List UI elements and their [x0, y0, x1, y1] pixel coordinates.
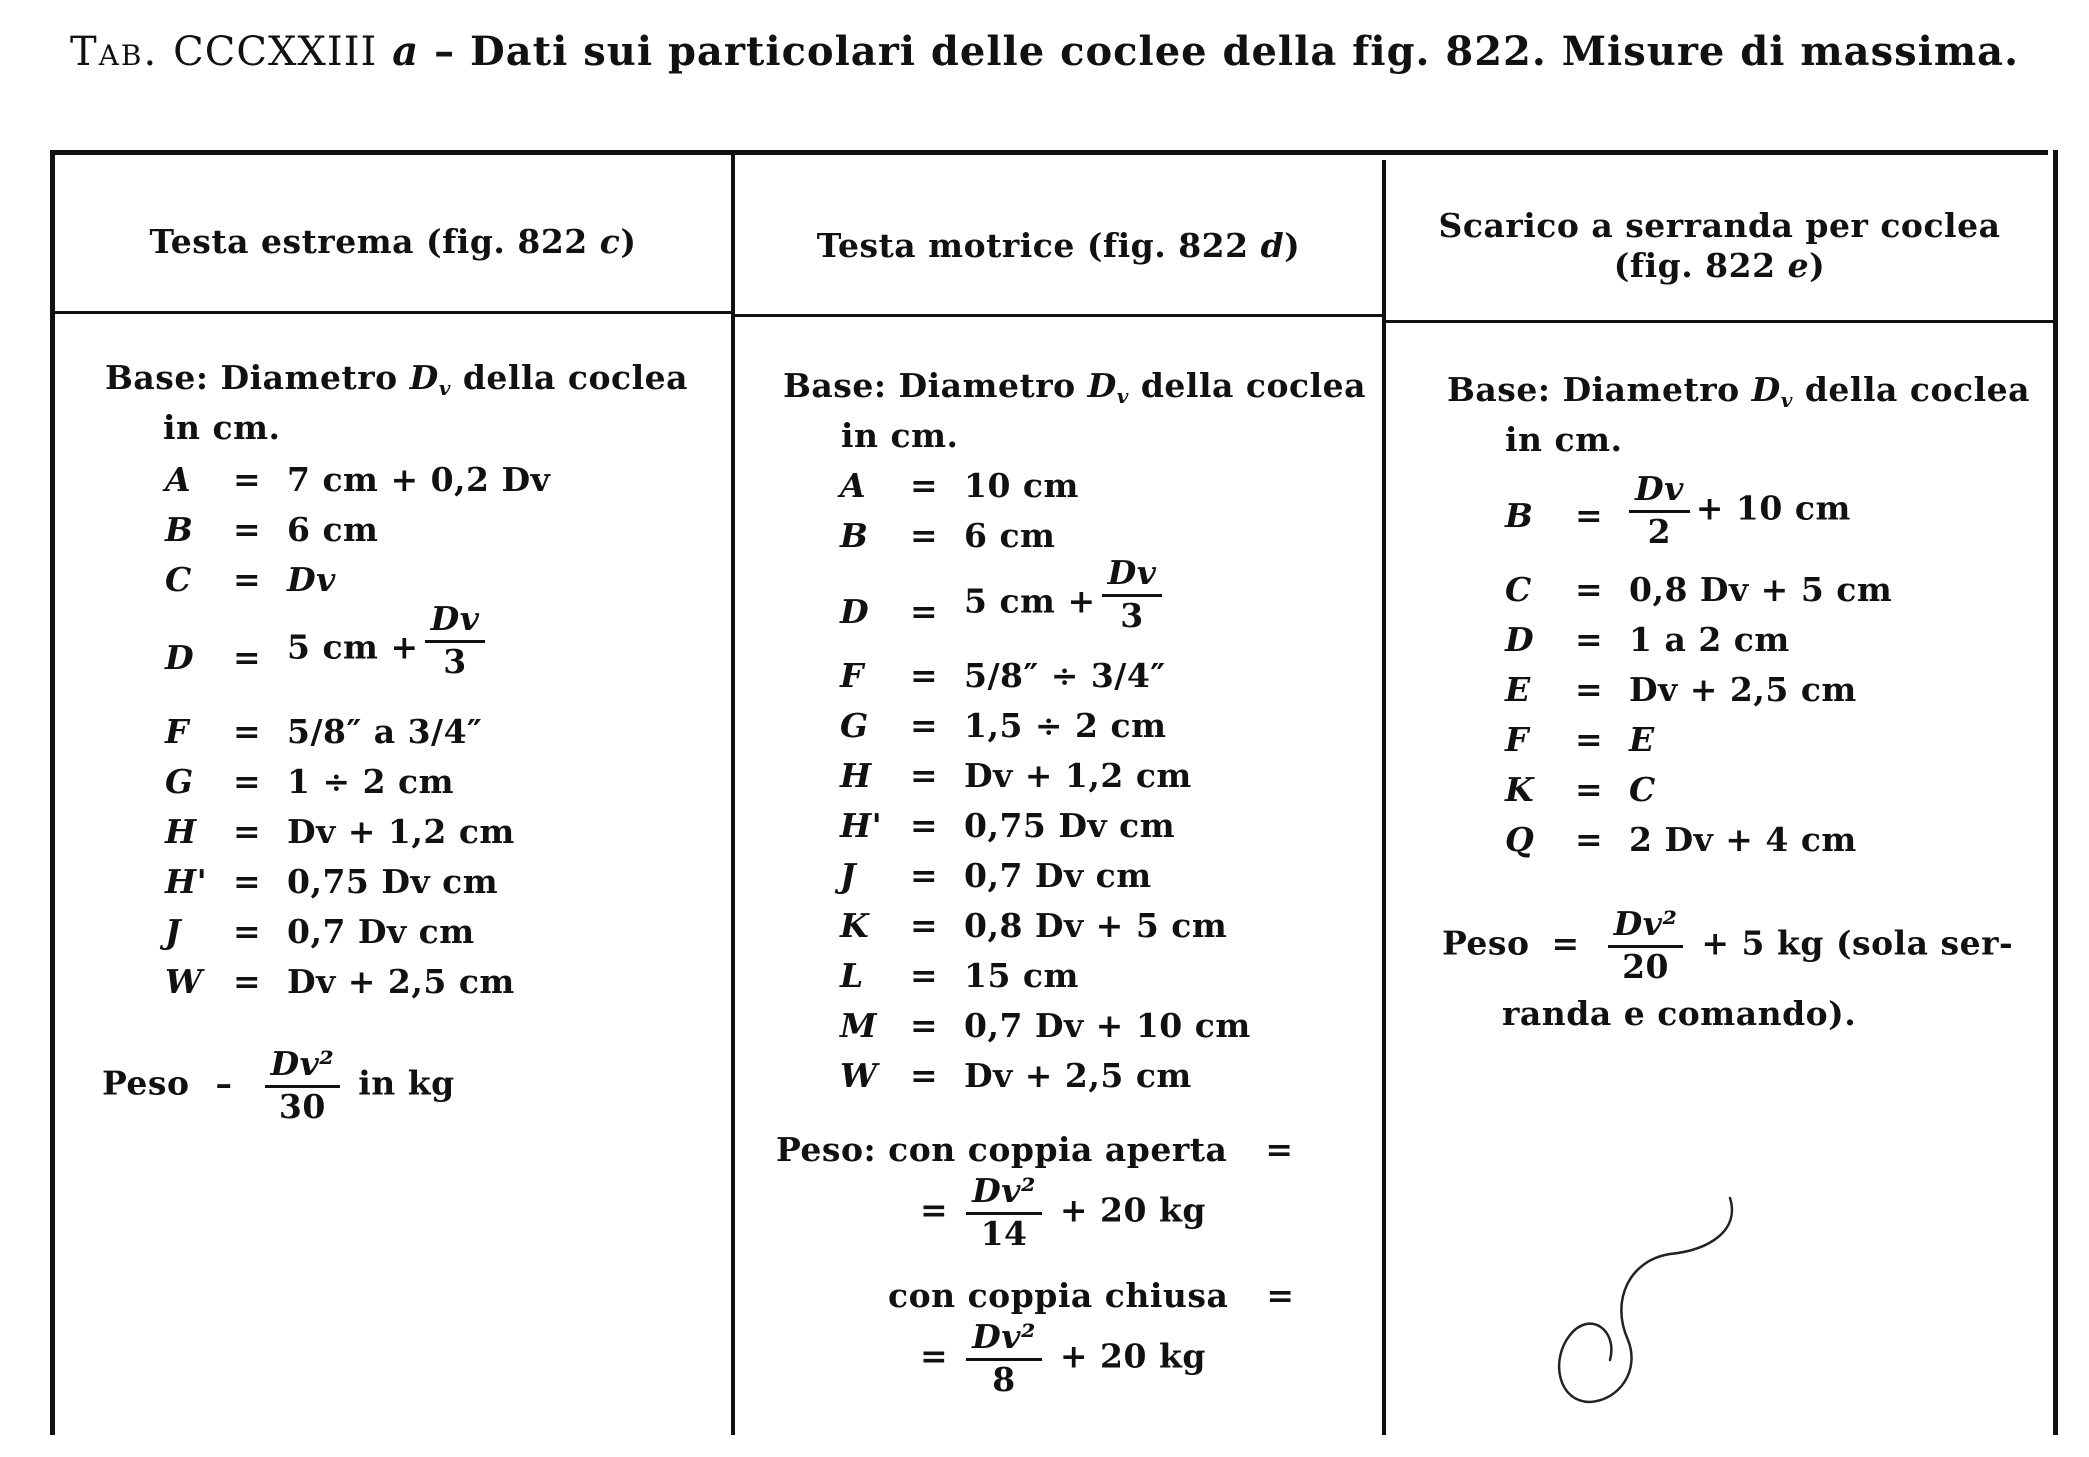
- row-value: 1 a 2 cm: [1629, 620, 1790, 659]
- row-symbol: E: [1505, 670, 1531, 709]
- fraction-denominator: 30: [278, 1087, 326, 1126]
- row-value: 6 cm: [964, 516, 1056, 555]
- fraction-denominator: 3: [1120, 596, 1144, 635]
- peso-label: Peso: [102, 1063, 190, 1103]
- fraction: [265, 1045, 341, 1126]
- column-divider-1: [731, 155, 735, 1435]
- row-symbol: H: [840, 756, 872, 795]
- pencil-scribble: [1540, 1190, 1760, 1410]
- column-header-testa-estrema: [55, 168, 731, 316]
- title-text: – Dati sui particolari delle coclee della fig. 822. Misure di massima.: [434, 28, 2019, 75]
- row-value: Dv: [287, 560, 336, 599]
- peso-equals: =: [1551, 923, 1580, 963]
- base-unit: in cm.: [163, 408, 281, 447]
- row-value: 5/8″ a 3/4″: [287, 712, 483, 751]
- header-text: Testa estrema (fig. 822: [149, 222, 600, 261]
- row-equals: =: [233, 638, 262, 677]
- fraction: [1102, 554, 1163, 635]
- row-equals: =: [233, 712, 262, 751]
- fraction-numerator: Dv: [1629, 470, 1690, 513]
- row-symbol: Q: [1505, 820, 1535, 859]
- row-equals: =: [910, 956, 939, 995]
- row-equals: =: [233, 762, 262, 801]
- row-symbol: G: [165, 762, 194, 801]
- base-description: [105, 358, 725, 448]
- fraction-numerator: Dv: [425, 600, 486, 643]
- peso-open-label: Peso: con coppia aperta: [776, 1130, 1228, 1169]
- peso-value-continuation: randa e comando).: [1502, 994, 1857, 1033]
- row-symbol: H': [165, 862, 208, 901]
- fraction-numerator: Dv²: [1608, 905, 1684, 948]
- row-value: E: [1629, 720, 1655, 759]
- row-value: 10 cm: [964, 466, 1079, 505]
- title-suffix: a: [392, 28, 420, 75]
- row-equals: =: [233, 812, 262, 851]
- base-subscript: v: [1780, 388, 1793, 412]
- column-testa-motrice-rows: [840, 466, 1380, 1106]
- column-header-testa-motrice: [735, 172, 1382, 320]
- row-value: 2 Dv + 4 cm: [1629, 820, 1857, 859]
- row-symbol: J: [165, 912, 182, 951]
- fraction: [425, 600, 486, 681]
- row-equals: =: [1575, 570, 1604, 609]
- fraction: [1629, 470, 1690, 551]
- row-value-prefix: 5 cm +: [287, 627, 419, 667]
- column-header-scarico-serranda: [1386, 172, 2053, 320]
- header-letter: d: [1260, 226, 1285, 265]
- row-value: 0,7 Dv + 10 cm: [964, 1006, 1251, 1045]
- table-right-border: [2053, 150, 2058, 1435]
- row-value: Dv + 2,5 cm: [964, 1056, 1192, 1095]
- row-equals: =: [1575, 670, 1604, 709]
- peso-formula-open-value: [920, 1172, 1360, 1253]
- column-divider-2: [1382, 160, 1386, 1435]
- fraction: [1608, 905, 1684, 986]
- peso-equals: –: [215, 1063, 233, 1103]
- base-label: Base: Diametro: [105, 358, 398, 397]
- base-symbol: D: [1751, 370, 1781, 409]
- fraction-denominator: 20: [1622, 947, 1670, 986]
- row-symbol: M: [840, 1006, 878, 1045]
- fraction-numerator: Dv²: [265, 1045, 341, 1088]
- peso-closed-equals: =: [920, 1336, 949, 1376]
- row-equals: =: [910, 906, 939, 945]
- base-label-end: della coclea: [462, 358, 688, 397]
- peso-open-equals: =: [920, 1190, 949, 1230]
- row-value: 7 cm + 0,2 Dv: [287, 460, 551, 499]
- row-value: 15 cm: [964, 956, 1079, 995]
- column-testa-motrice: [783, 366, 1373, 456]
- row-equals: =: [910, 1056, 939, 1095]
- row-equals: =: [233, 962, 262, 1001]
- peso-formula-open: [776, 1130, 1376, 1169]
- fraction-denominator: 14: [980, 1214, 1028, 1253]
- row-equals: =: [233, 510, 262, 549]
- row-equals: =: [910, 592, 939, 631]
- header-rule-col3: [1386, 320, 2053, 323]
- row-equals: =: [233, 912, 262, 951]
- peso-formula-continuation: [1502, 994, 2022, 1033]
- column-scarico-serranda: [1447, 370, 2047, 460]
- row-equals: =: [910, 806, 939, 845]
- row-symbol: H': [840, 806, 883, 845]
- fraction-numerator: Dv: [1102, 554, 1163, 597]
- row-value: 6 cm: [287, 510, 379, 549]
- row-value: 5/8″ ÷ 3/4″: [964, 656, 1166, 695]
- row-equals: =: [910, 656, 939, 695]
- row-symbol: A: [165, 460, 192, 499]
- header-close: ): [1284, 226, 1301, 265]
- fraction-denominator: 2: [1647, 512, 1672, 551]
- peso-value: + 5 kg (sola ser-: [1701, 923, 2014, 963]
- row-symbol: C: [165, 560, 192, 599]
- peso-closed-value: + 20 kg: [1059, 1336, 1206, 1376]
- row-value: 0,8 Dv + 5 cm: [1629, 570, 1893, 609]
- row-equals: =: [910, 1006, 939, 1045]
- fraction-denominator: 8: [992, 1360, 1016, 1399]
- row-value: 0,7 Dv cm: [287, 912, 475, 951]
- column-scarico-serranda-rows: [1505, 470, 2045, 870]
- peso-open-equals: =: [1265, 1130, 1294, 1169]
- header-close: ): [1809, 246, 1826, 285]
- scribble-stroke: [1559, 1198, 1732, 1402]
- header-text: (fig. 822: [1613, 246, 1788, 285]
- peso-formula-closed: [888, 1276, 1368, 1315]
- fraction: [966, 1318, 1042, 1399]
- row-equals: =: [233, 460, 262, 499]
- row-equals: =: [233, 862, 262, 901]
- base-label: Base: Diametro: [1447, 370, 1740, 409]
- row-equals: =: [1575, 720, 1604, 759]
- peso-unit: in kg: [358, 1063, 455, 1103]
- header-line1: Scarico a serranda per coclea: [1438, 206, 2001, 245]
- row-value: Dv + 1,2 cm: [287, 812, 515, 851]
- row-symbol: B: [1505, 496, 1534, 535]
- row-value: 0,75 Dv cm: [287, 862, 499, 901]
- row-symbol: L: [840, 956, 864, 995]
- row-value-suffix: + 10 cm: [1695, 488, 1851, 528]
- row-symbol: J: [840, 856, 857, 895]
- row-symbol: D: [840, 592, 870, 631]
- row-symbol: W: [165, 962, 203, 1001]
- row-symbol: B: [165, 510, 194, 549]
- base-symbol: D: [1087, 366, 1117, 405]
- peso-formula: [1442, 905, 2042, 986]
- fraction-denominator: 3: [443, 642, 467, 681]
- row-symbol: W: [840, 1056, 878, 1095]
- peso-open-value: + 20 kg: [1059, 1190, 1206, 1230]
- header-letter: c: [599, 222, 621, 261]
- row-value: Dv + 2,5 cm: [287, 962, 515, 1001]
- row-symbol: D: [165, 638, 195, 677]
- row-equals: =: [910, 856, 939, 895]
- row-symbol: G: [840, 706, 869, 745]
- base-symbol: D: [409, 358, 439, 397]
- row-symbol: F: [840, 656, 864, 695]
- table-left-border: [50, 150, 55, 1435]
- row-symbol: F: [165, 712, 189, 751]
- row-value: 0,7 Dv cm: [964, 856, 1152, 895]
- row-symbol: B: [840, 516, 869, 555]
- peso-formula: [102, 1045, 702, 1126]
- row-value: 0,8 Dv + 5 cm: [964, 906, 1228, 945]
- column-testa-estrema-rows: [165, 460, 725, 1020]
- table-top-border: [50, 150, 2048, 155]
- row-symbol: A: [840, 466, 867, 505]
- base-label-end: della coclea: [1140, 366, 1366, 405]
- base-subscript: v: [438, 376, 451, 400]
- base-description: [1447, 370, 2047, 460]
- row-equals: =: [233, 560, 262, 599]
- base-unit: in cm.: [841, 416, 959, 455]
- row-symbol: H: [165, 812, 197, 851]
- row-symbol: K: [840, 906, 870, 945]
- peso-closed-equals: =: [1266, 1276, 1295, 1315]
- base-unit: in cm.: [1505, 420, 1623, 459]
- header-close: ): [620, 222, 637, 261]
- row-value: 0,75 Dv cm: [964, 806, 1176, 845]
- row-equals: =: [910, 466, 939, 505]
- row-value: 1 ÷ 2 cm: [287, 762, 455, 801]
- row-equals: =: [1575, 496, 1604, 535]
- row-value: 1,5 ÷ 2 cm: [964, 706, 1167, 745]
- peso-formula-closed-value: [920, 1318, 1360, 1399]
- row-symbol: F: [1505, 720, 1529, 759]
- row-symbol: D: [1505, 620, 1535, 659]
- row-value: C: [1629, 770, 1656, 809]
- fraction-numerator: Dv²: [966, 1172, 1042, 1215]
- fraction-numerator: Dv²: [966, 1318, 1042, 1361]
- header-text: Testa motrice (fig. 822: [816, 226, 1261, 265]
- peso-label: Peso: [1442, 923, 1530, 963]
- row-equals: =: [1575, 820, 1604, 859]
- row-equals: =: [910, 706, 939, 745]
- row-equals: =: [910, 516, 939, 555]
- row-symbol: C: [1505, 570, 1532, 609]
- row-equals: =: [1575, 620, 1604, 659]
- table-title: [0, 28, 2089, 75]
- base-label-end: della coclea: [1804, 370, 2030, 409]
- row-equals: =: [910, 756, 939, 795]
- column-testa-estrema: [105, 358, 725, 448]
- peso-closed-label: con coppia chiusa: [888, 1276, 1229, 1315]
- title-tab-label: Tab.: [69, 29, 159, 75]
- row-symbol: K: [1505, 770, 1535, 809]
- base-subscript: v: [1116, 384, 1129, 408]
- row-value-prefix: 5 cm +: [964, 581, 1096, 621]
- row-value: Dv + 1,2 cm: [964, 756, 1192, 795]
- base-label: Base: Diametro: [783, 366, 1076, 405]
- base-description: [783, 366, 1373, 456]
- row-value: Dv + 2,5 cm: [1629, 670, 1857, 709]
- fraction: [966, 1172, 1042, 1253]
- header-letter: e: [1787, 246, 1810, 285]
- title-roman-number: CCCXXIII: [173, 29, 378, 75]
- row-equals: =: [1575, 770, 1604, 809]
